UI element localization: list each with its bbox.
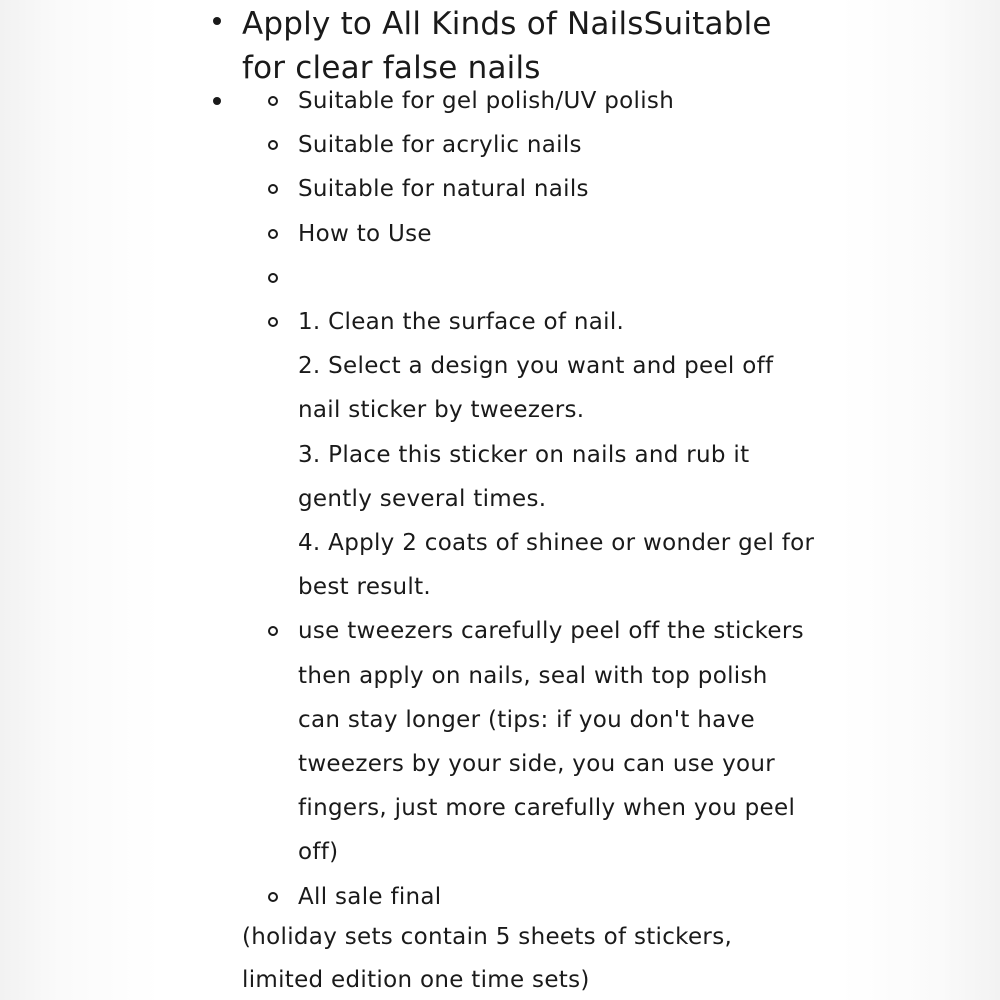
- sub-list-item-line: then apply on nails, seal with top polish: [298, 662, 768, 689]
- sub-list-item-line: fingers, just more carefully when you peel: [298, 795, 796, 822]
- sub-list-item-line: best result.: [298, 574, 432, 601]
- sub-list-marker: [268, 273, 278, 283]
- sub-list-item-line: 1. Clean the surface of nail.: [298, 309, 625, 335]
- sub-list-item-line: tweezers by your side, you can use your: [298, 751, 776, 777]
- sub-list-item-line: gently several times.: [298, 485, 547, 512]
- sub-list-item-line: use tweezers carefully peel off the stickers: [298, 618, 804, 645]
- sub-list-item-line: nail sticker by tweezers.: [298, 397, 585, 424]
- sub-list-item-line: All sale final: [298, 883, 442, 910]
- sub-list-item-line: 4. Apply 2 coats of shinee or wonder gel for: [298, 530, 815, 556]
- outer-list-bullet: [213, 97, 221, 105]
- sub-list-marker: [268, 317, 278, 327]
- sub-list-item-line: 3. Place this sticker on nails and rub it: [298, 441, 750, 468]
- sub-list-item-line: Suitable for acrylic nails: [298, 132, 582, 159]
- heading-bullet: [213, 17, 221, 25]
- sub-list-marker: [268, 96, 278, 106]
- note-line: limited edition one time sets): [242, 967, 590, 993]
- sub-list-item-line: Suitable for natural nails: [298, 176, 589, 203]
- sub-list-marker: [268, 892, 278, 902]
- note-line: (holiday sets contain 5 sheets of stickers,: [242, 924, 733, 950]
- sub-list-item-line: Suitable for gel polish/UV polish: [298, 88, 675, 114]
- sub-list-item-line: off): [298, 839, 339, 866]
- heading-item-text: Apply to All Kinds of NailsSuitable for clear false nails: [242, 6, 772, 86]
- sub-list-item-line: 2. Select a design you want and peel off: [298, 353, 774, 380]
- sub-list-item-line: How to Use: [298, 220, 432, 247]
- sub-list-marker: [268, 229, 278, 239]
- sub-list-item-line: can stay longer (tips: if you don't have: [298, 706, 755, 733]
